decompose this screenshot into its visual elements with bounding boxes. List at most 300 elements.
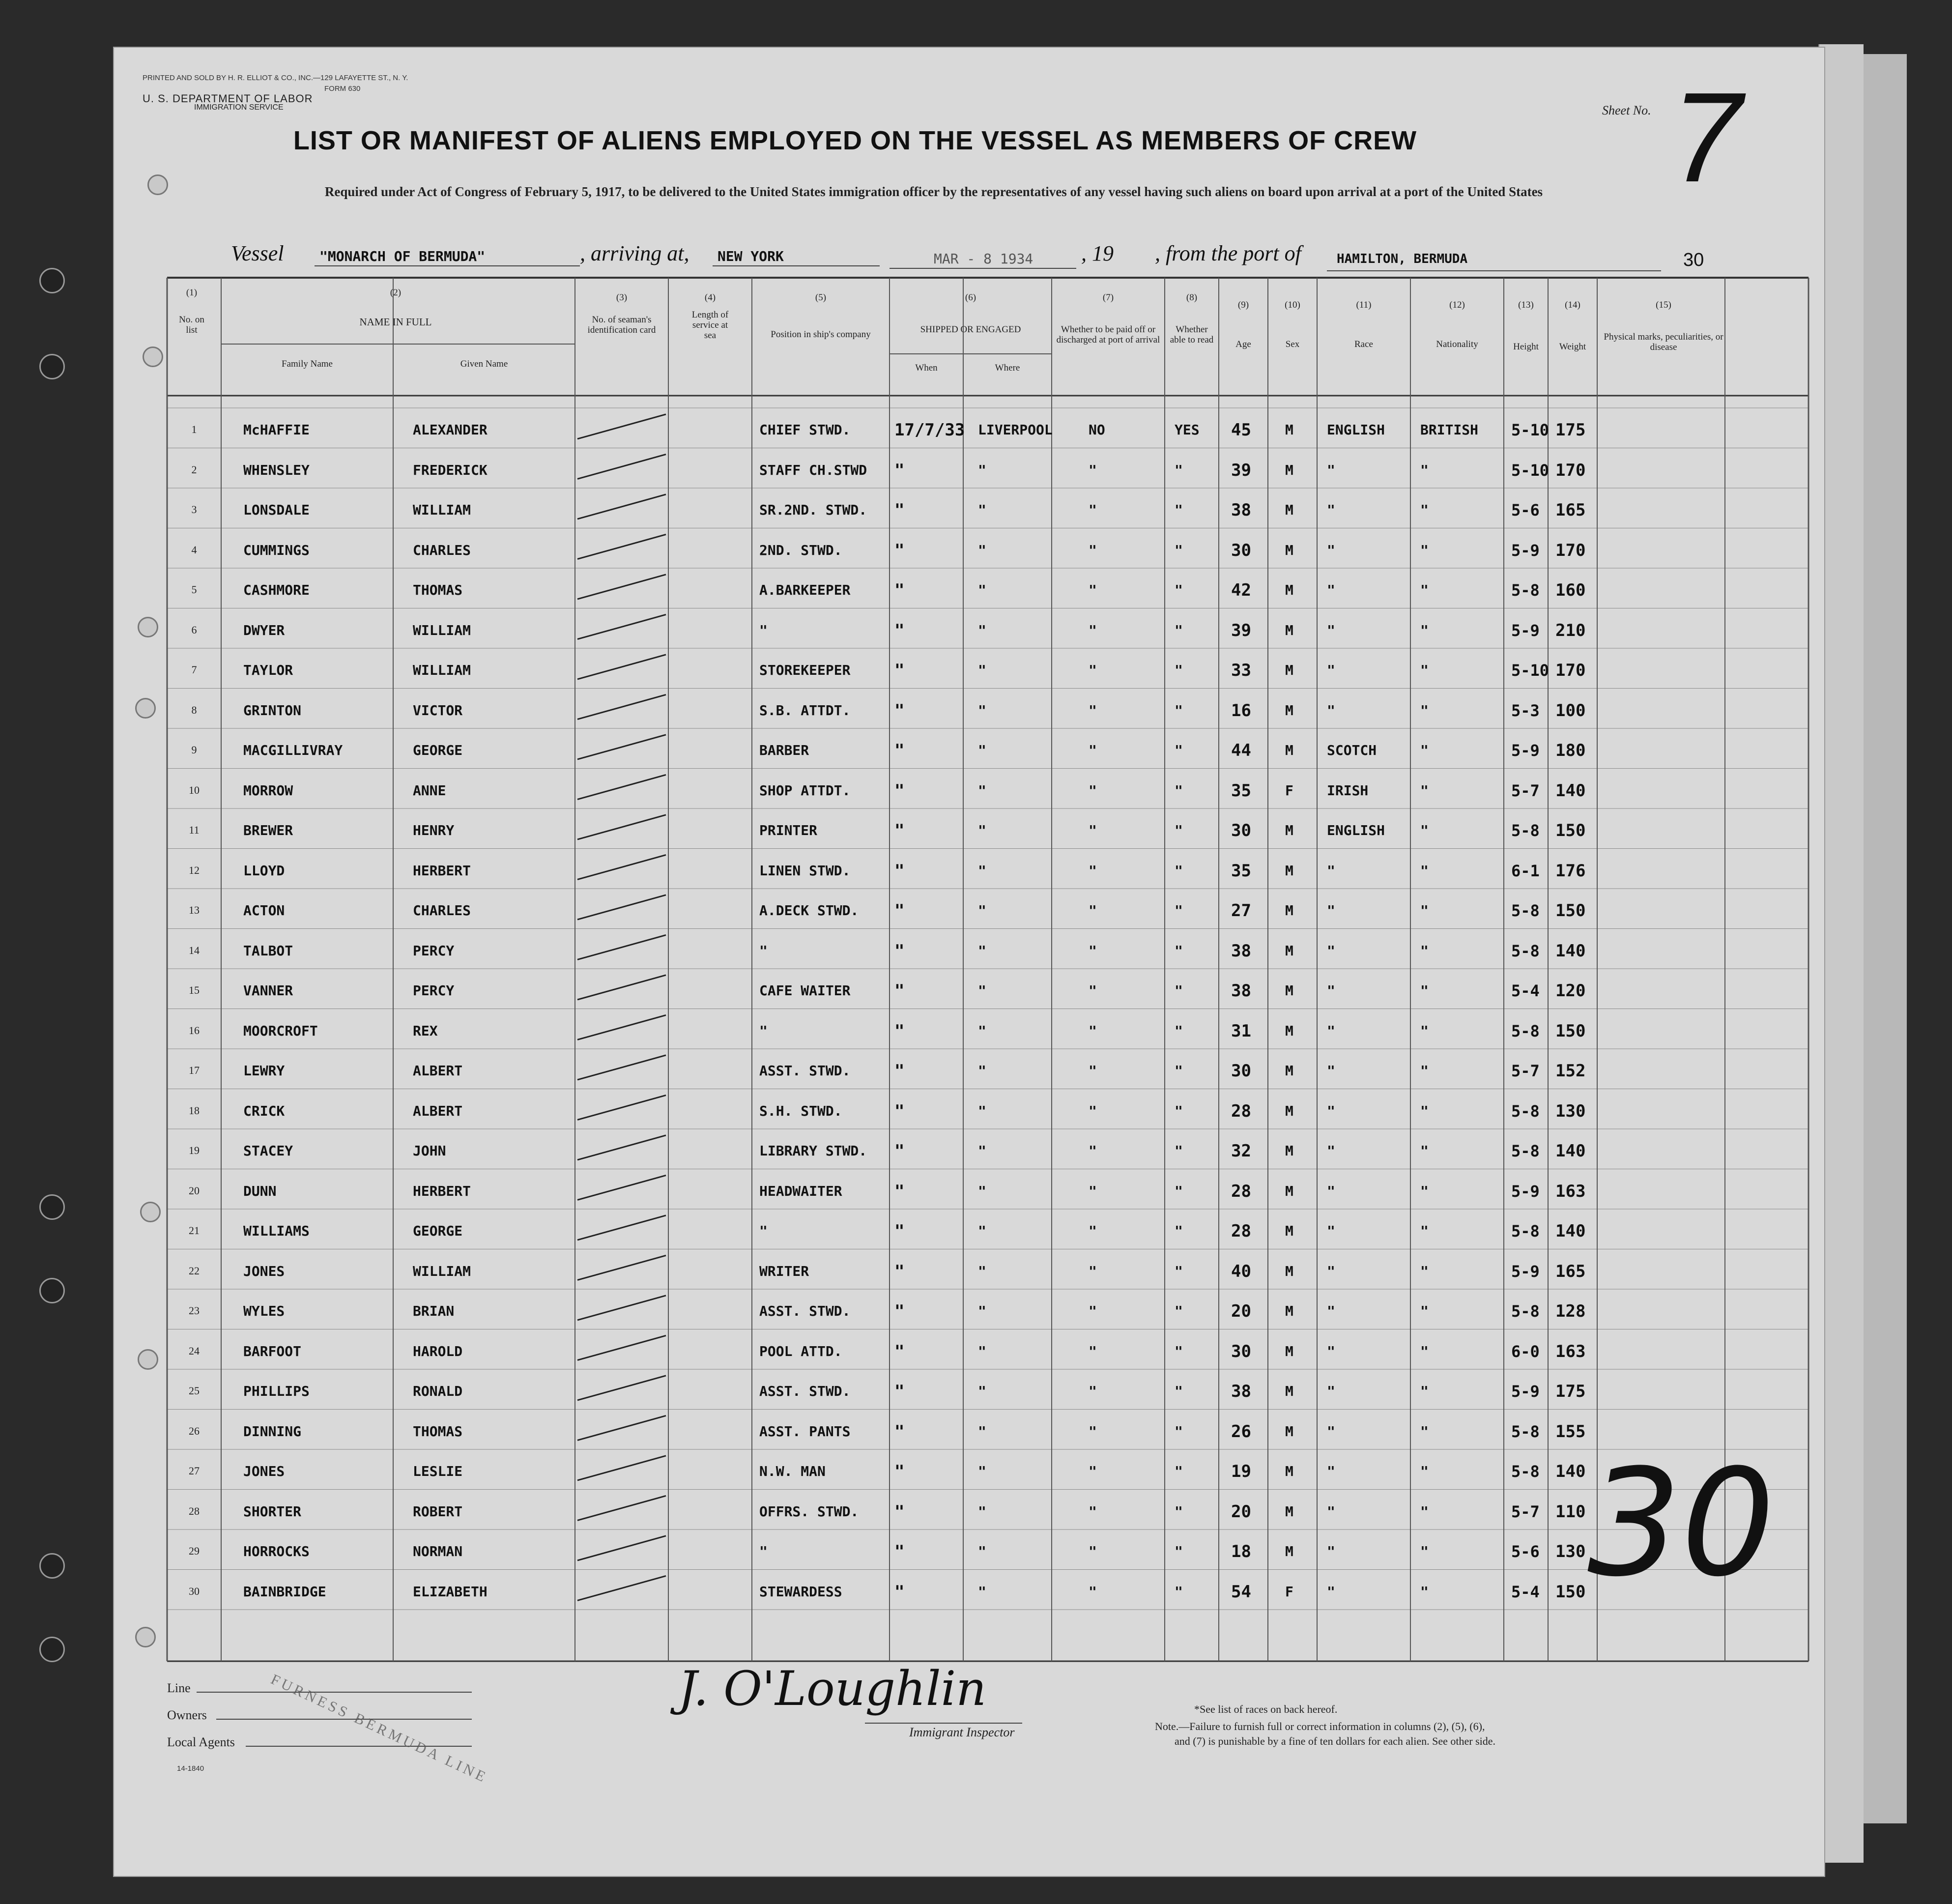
given-name: BRIAN	[413, 1303, 455, 1319]
paid-off: "	[1089, 1423, 1097, 1440]
paid-off: "	[1089, 902, 1097, 919]
height: 5-8	[1511, 1142, 1540, 1160]
height: 5-7	[1511, 1062, 1540, 1080]
family-name: WILLIAMS	[243, 1223, 310, 1239]
weight: 163	[1555, 1181, 1586, 1201]
weight: 165	[1555, 1261, 1586, 1281]
printer-line: PRINTED AND SOLD BY H. R. ELLIOT & CO., INC.—129 LAFAYETTE ST., N. Y.	[143, 74, 408, 82]
able-to-read: "	[1175, 862, 1183, 879]
paid-off: "	[1089, 1463, 1097, 1479]
able-to-read: "	[1175, 462, 1183, 478]
given-name: ELIZABETH	[413, 1583, 488, 1600]
family-name: LEWRY	[243, 1063, 285, 1079]
row-number: 11	[189, 824, 200, 836]
race: "	[1327, 622, 1335, 638]
sex: M	[1285, 1063, 1293, 1079]
race: "	[1327, 982, 1335, 999]
sex: M	[1285, 1463, 1293, 1479]
paid-off: "	[1089, 1143, 1097, 1159]
weight: 163	[1555, 1341, 1586, 1361]
given-name: ALBERT	[413, 1063, 463, 1079]
id-card-check-mark	[577, 1335, 666, 1360]
row-number: 14	[189, 944, 200, 956]
row-number: 30	[189, 1585, 200, 1597]
shipped-where: "	[978, 702, 986, 719]
row-number: 16	[189, 1024, 200, 1037]
weight: 128	[1555, 1301, 1586, 1321]
able-to-read: "	[1175, 502, 1183, 518]
id-card-check-mark	[577, 1175, 666, 1200]
weight: 170	[1555, 540, 1586, 560]
weight: 150	[1555, 901, 1586, 921]
height: 5-8	[1511, 581, 1540, 600]
paid-off: "	[1089, 1102, 1097, 1119]
id-card-check-mark	[577, 655, 666, 679]
paid-off: "	[1089, 1583, 1097, 1600]
nationality: "	[1420, 1223, 1429, 1239]
given-name: GEORGE	[413, 1223, 463, 1239]
nationality: "	[1420, 742, 1429, 758]
race: "	[1327, 502, 1335, 518]
col1-header: No. on list	[179, 315, 204, 335]
able-to-read: "	[1175, 1343, 1183, 1359]
given-name: HENRY	[413, 822, 455, 838]
paid-off: "	[1089, 822, 1097, 838]
weight: 100	[1555, 700, 1586, 721]
shipped-where: "	[978, 1022, 986, 1039]
shipped-when: "	[894, 901, 905, 921]
nationality: "	[1420, 902, 1429, 919]
family-name: WYLES	[243, 1303, 285, 1319]
able-to-read: "	[1175, 582, 1183, 598]
nationality: "	[1420, 622, 1429, 638]
age: 35	[1231, 780, 1251, 801]
height: 5-10	[1511, 421, 1550, 439]
id-card-check-mark	[577, 414, 666, 439]
age: 28	[1231, 1181, 1251, 1201]
shipped-where: "	[978, 1223, 986, 1239]
age: 28	[1231, 1101, 1251, 1121]
height: 5-6	[1511, 1542, 1540, 1561]
shipped-when: "	[894, 1181, 905, 1201]
row-number: 24	[189, 1344, 200, 1357]
row-number: 18	[189, 1104, 200, 1117]
local-agents-label: Local Agents	[167, 1735, 235, 1749]
nationality: "	[1420, 822, 1429, 838]
family-name: LLOYD	[243, 862, 285, 879]
family-name: DINNING	[243, 1423, 302, 1440]
weight: 152	[1555, 1061, 1586, 1081]
weight: 176	[1555, 861, 1586, 881]
nationality: "	[1420, 1263, 1429, 1279]
nationality: "	[1420, 1343, 1429, 1359]
paid-off: "	[1089, 1303, 1097, 1319]
given-name: NORMAN	[413, 1543, 463, 1559]
shipped-where: "	[978, 1183, 986, 1199]
family-name: SHORTER	[243, 1503, 302, 1520]
able-to-read: "	[1175, 542, 1183, 558]
shipped-where: "	[978, 822, 986, 838]
age: 38	[1231, 941, 1251, 961]
sex: F	[1285, 782, 1293, 799]
family-name: ACTON	[243, 902, 285, 919]
nationality: "	[1420, 1463, 1429, 1479]
shipped-where: "	[978, 1543, 986, 1559]
shipped-when: "	[894, 661, 905, 680]
shipped-where: "	[978, 1343, 986, 1359]
handwritten-total: 30	[1587, 1438, 1775, 1609]
paid-off: "	[1089, 1223, 1097, 1239]
col4-num: (4)	[704, 292, 716, 303]
nationality: "	[1420, 782, 1429, 799]
height: 5-8	[1511, 1222, 1540, 1240]
row-number: 2	[191, 463, 197, 476]
given-name: RONALD	[413, 1383, 463, 1399]
shipped-when: "	[894, 1462, 905, 1481]
family-name: VANNER	[243, 982, 293, 999]
sex: F	[1285, 1583, 1293, 1600]
nationality: "	[1420, 1543, 1429, 1559]
age: 18	[1231, 1542, 1251, 1561]
position: A.DECK STWD.	[759, 902, 859, 919]
family-name: MACGILLIVRAY	[243, 742, 343, 758]
shipped-when: 17/7/33	[894, 420, 965, 440]
id-card-check-mark	[577, 1055, 666, 1080]
given-name: VICTOR	[413, 702, 463, 719]
paid-off: "	[1089, 622, 1097, 638]
row-number: 27	[189, 1465, 200, 1477]
paid-off: "	[1089, 542, 1097, 558]
id-card-check-mark	[577, 454, 666, 479]
able-to-read: YES	[1175, 422, 1200, 438]
given-name: FREDERICK	[413, 462, 488, 478]
id-card-check-mark	[577, 614, 666, 639]
shipped-where: "	[978, 1503, 986, 1520]
sex: M	[1285, 1263, 1293, 1279]
able-to-read: "	[1175, 1063, 1183, 1079]
col11-num: (11)	[1356, 300, 1372, 310]
sex: M	[1285, 902, 1293, 919]
row-number: 10	[189, 783, 200, 796]
col2-num: (2)	[390, 288, 402, 298]
position: "	[759, 1543, 768, 1559]
sex: M	[1285, 1143, 1293, 1159]
race: ENGLISH	[1327, 822, 1385, 838]
age: 26	[1231, 1421, 1251, 1442]
col14-header: Weight	[1559, 342, 1586, 352]
nationality: "	[1420, 1383, 1429, 1399]
age: 27	[1231, 901, 1251, 921]
able-to-read: "	[1175, 942, 1183, 959]
able-to-read: "	[1175, 1263, 1183, 1279]
shipped-when: "	[894, 981, 905, 1001]
paid-off: "	[1089, 1343, 1097, 1359]
row-number: 6	[191, 623, 197, 636]
sex: M	[1285, 982, 1293, 999]
shipped-when: "	[894, 1582, 905, 1602]
shipped-when: "	[894, 780, 905, 801]
height: 5-8	[1511, 941, 1540, 960]
position: A.BARKEEPER	[759, 582, 851, 598]
shipped-where: "	[978, 462, 986, 478]
weight: 140	[1555, 941, 1586, 961]
row-number: 25	[189, 1385, 200, 1397]
height: 5-9	[1511, 1182, 1540, 1201]
race: "	[1327, 1423, 1335, 1440]
from-label: , from the port of	[1155, 241, 1301, 265]
family-name: TALBOT	[243, 942, 293, 959]
given-name: THOMAS	[413, 582, 463, 598]
inspector-label: Immigrant Inspector	[909, 1725, 1015, 1739]
age: 42	[1231, 580, 1251, 600]
race: "	[1327, 1503, 1335, 1520]
position: 2ND. STWD.	[759, 542, 842, 558]
position: ASST. STWD.	[759, 1303, 851, 1319]
col12-header: Nationality	[1436, 339, 1478, 349]
given-name: JOHN	[413, 1143, 446, 1159]
family-name: HORROCKS	[243, 1543, 310, 1559]
shipped-where: "	[978, 542, 986, 558]
race: "	[1327, 1143, 1335, 1159]
sex: M	[1285, 502, 1293, 518]
id-card-check-mark	[577, 494, 666, 519]
shipped-when: "	[894, 1021, 905, 1041]
page-subtitle: Required under Act of Congress of February 5, 1917, to be delivered to the United States immigration officer by the representatives of any vessel having such aliens on board upon arrival at a port of the United States	[324, 184, 1543, 199]
position: S.H. STWD.	[759, 1102, 842, 1119]
position: PRINTER	[759, 822, 818, 838]
position: SHOP ATTDT.	[759, 782, 851, 799]
sex: M	[1285, 1022, 1293, 1039]
col12-num: (12)	[1449, 300, 1465, 310]
note-line-2: and (7) is punishable by a fine of ten dollars for each alien. See other side.	[1175, 1735, 1496, 1747]
id-card-check-mark	[577, 1576, 666, 1600]
col3-header: No. of seaman's identification card	[587, 315, 656, 335]
furness-line-stamp: FURNESS BERMUDA LINE	[268, 1671, 491, 1787]
height: 5-9	[1511, 1262, 1540, 1281]
height: 5-9	[1511, 621, 1540, 640]
age: 45	[1231, 420, 1251, 440]
nationality: "	[1420, 542, 1429, 558]
id-card-check-mark	[577, 1415, 666, 1440]
race: "	[1327, 1543, 1335, 1559]
race: SCOTCH	[1327, 742, 1377, 758]
id-card-check-mark	[577, 1255, 666, 1280]
id-card-check-mark	[577, 855, 666, 879]
underline	[865, 1723, 1022, 1724]
given-name: PERCY	[413, 942, 455, 959]
col13-header: Height	[1513, 342, 1539, 352]
height: 5-8	[1511, 1302, 1540, 1321]
race: "	[1327, 702, 1335, 719]
id-card-check-mark	[577, 1496, 666, 1520]
height: 5-8	[1511, 1021, 1540, 1040]
shipped-when: "	[894, 941, 905, 961]
shipped-where: "	[978, 1423, 986, 1440]
height: 5-8	[1511, 901, 1540, 920]
race: "	[1327, 1383, 1335, 1399]
height: 5-8	[1511, 821, 1540, 840]
family-name: LONSDALE	[243, 502, 310, 518]
race: "	[1327, 1303, 1335, 1319]
col6-header: SHIPPED OR ENGAGED	[920, 324, 1021, 335]
position: CHIEF STWD.	[759, 422, 851, 438]
departure-port: HAMILTON, BERMUDA	[1337, 252, 1468, 266]
shipped-where: "	[978, 902, 986, 919]
given-name: WILLIAM	[413, 662, 471, 678]
sex: M	[1285, 1183, 1293, 1199]
race: "	[1327, 942, 1335, 959]
nationality: "	[1420, 862, 1429, 879]
race: "	[1327, 1343, 1335, 1359]
paid-off: "	[1089, 502, 1097, 518]
height: 5-8	[1511, 1462, 1540, 1481]
row-number: 29	[189, 1545, 200, 1557]
weight: 180	[1555, 741, 1586, 760]
shipped-when: "	[894, 861, 905, 881]
sex: M	[1285, 1223, 1293, 1239]
weight: 175	[1555, 1382, 1586, 1401]
family-name: DWYER	[243, 622, 285, 638]
id-card-check-mark	[577, 1536, 666, 1560]
age: 20	[1231, 1501, 1251, 1522]
shipped-when: "	[894, 1301, 905, 1321]
given-name: CHARLES	[413, 902, 471, 919]
able-to-read: "	[1175, 662, 1183, 678]
family-name: MOORCROFT	[243, 1022, 318, 1039]
family-name: MORROW	[243, 782, 293, 799]
weight: 110	[1555, 1501, 1586, 1522]
row-number: 20	[189, 1184, 200, 1197]
height: 5-6	[1511, 501, 1540, 519]
col15-num: (15)	[1656, 300, 1671, 310]
paid-off: "	[1089, 702, 1097, 719]
family-name: CUMMINGS	[243, 542, 310, 558]
col6-num: (6)	[965, 292, 976, 303]
weight: 140	[1555, 1462, 1586, 1481]
shipped-when: "	[894, 821, 905, 840]
age: 20	[1231, 1301, 1251, 1321]
col9-num: (9)	[1237, 300, 1249, 310]
paid-off: "	[1089, 1263, 1097, 1279]
race: IRISH	[1327, 782, 1369, 799]
col2-header: NAME IN FULL	[359, 316, 432, 328]
shipped-where: LIVERPOOL	[978, 422, 1053, 438]
given-name: THOMAS	[413, 1423, 463, 1440]
weight: 170	[1555, 460, 1586, 480]
row-number: 28	[189, 1504, 200, 1517]
col4-header: Length of service at sea	[691, 310, 729, 341]
id-card-check-mark	[577, 775, 666, 799]
weight: 140	[1555, 780, 1586, 801]
position: "	[759, 622, 768, 638]
id-card-check-mark	[577, 694, 666, 719]
paid-off: "	[1089, 462, 1097, 478]
position: WRITER	[759, 1263, 809, 1279]
sex: M	[1285, 422, 1293, 438]
able-to-read: "	[1175, 1143, 1183, 1159]
form-code: 14-1840	[177, 1764, 204, 1773]
shipped-when: "	[894, 620, 905, 640]
nationality: "	[1420, 1423, 1429, 1440]
sex: M	[1285, 942, 1293, 959]
arrival-date: MAR - 8 1934	[934, 251, 1033, 267]
sex: M	[1285, 822, 1293, 838]
race: "	[1327, 902, 1335, 919]
id-card-check-mark	[577, 1215, 666, 1240]
nationality: "	[1420, 982, 1429, 999]
family-name: BREWER	[243, 822, 293, 838]
col7-num: (7)	[1102, 292, 1114, 303]
able-to-read: "	[1175, 1463, 1183, 1479]
row-number: 26	[189, 1424, 200, 1437]
position: HEADWAITER	[759, 1183, 842, 1199]
nationality: "	[1420, 702, 1429, 719]
age: 31	[1231, 1021, 1251, 1041]
given-name: GEORGE	[413, 742, 463, 758]
paid-off: "	[1089, 862, 1097, 879]
family-name: PHILLIPS	[243, 1383, 310, 1399]
given-name: WILLIAM	[413, 1263, 471, 1279]
able-to-read: "	[1175, 822, 1183, 838]
position: STOREKEEPER	[759, 662, 851, 678]
nationality: "	[1420, 462, 1429, 478]
row-number: 5	[191, 583, 197, 596]
position: CAFE WAITER	[759, 982, 851, 999]
id-card-check-mark	[577, 1296, 666, 1320]
id-card-check-mark	[577, 575, 666, 599]
shipped-when: "	[894, 700, 905, 721]
height: 5-7	[1511, 1502, 1540, 1521]
family-name: STACEY	[243, 1143, 293, 1159]
given-name: ALEXANDER	[413, 422, 488, 438]
weight: 140	[1555, 1141, 1586, 1161]
sheet-number: 7	[1671, 66, 1742, 209]
row-number: 19	[189, 1144, 200, 1156]
given-name: PERCY	[413, 982, 455, 999]
able-to-read: "	[1175, 1583, 1183, 1600]
race: "	[1327, 1102, 1335, 1119]
shipped-where: "	[978, 1463, 986, 1479]
col1-num: (1)	[186, 288, 198, 298]
shipped-when: "	[894, 741, 905, 760]
age: 38	[1231, 981, 1251, 1001]
col3-num: (3)	[616, 292, 628, 303]
shipped-when: "	[894, 1382, 905, 1401]
id-card-check-mark	[577, 1095, 666, 1120]
race-note: *See list of races on back hereof.	[1194, 1703, 1338, 1715]
paid-off: "	[1089, 782, 1097, 799]
sex: M	[1285, 462, 1293, 478]
able-to-read: "	[1175, 622, 1183, 638]
id-card-check-mark	[577, 534, 666, 559]
col8-header: Whether able to read	[1170, 324, 1214, 345]
height: 6-0	[1511, 1342, 1540, 1361]
id-card-check-mark	[577, 1376, 666, 1400]
height: 5-10	[1511, 461, 1550, 480]
nationality: "	[1420, 1183, 1429, 1199]
department: U. S. DEPARTMENT OF LABOR	[143, 92, 313, 105]
age: 19	[1231, 1462, 1251, 1481]
weight: 150	[1555, 821, 1586, 840]
given-name: ANNE	[413, 782, 446, 799]
row-number: 4	[191, 543, 197, 556]
shipped-when: "	[894, 460, 905, 480]
race: "	[1327, 1463, 1335, 1479]
year-label: , 19	[1081, 241, 1114, 265]
inspector-signature: J. O'Loughlin	[678, 1661, 987, 1716]
able-to-read: "	[1175, 782, 1183, 799]
race: "	[1327, 1183, 1335, 1199]
